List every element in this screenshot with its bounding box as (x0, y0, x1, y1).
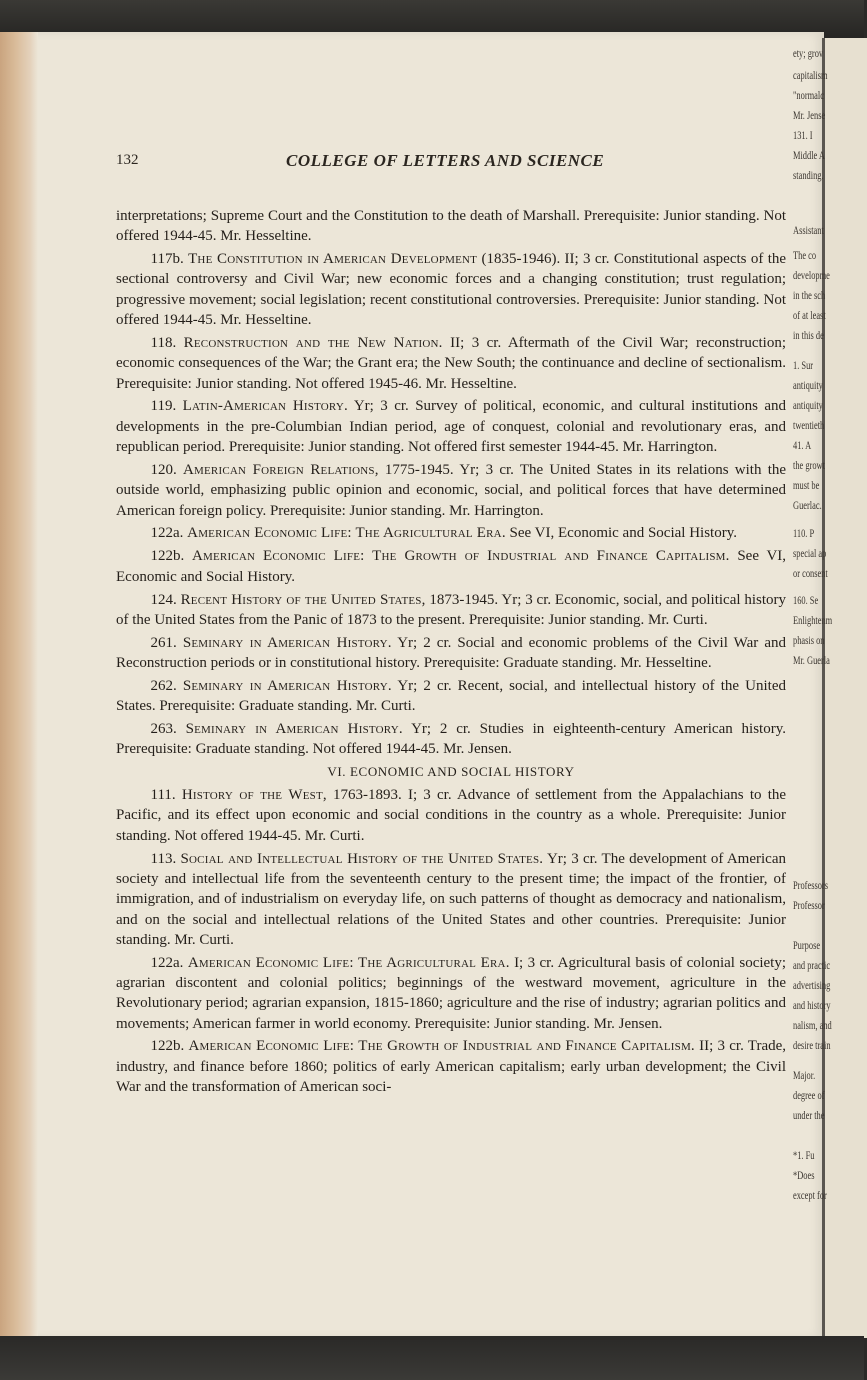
facing-page-edge (793, 38, 867, 1338)
course-paragraph: interpretations; Supreme Court and the Constitution to the death of Marshall. Prerequisite: Junior standing. Not offered 1944-45. Mr. Hesseltine. (116, 208, 786, 245)
facing-page-fragment: 110. P (793, 526, 815, 540)
course-entry (116, 785, 786, 846)
course-description: 1873-1945. Yr; 3 cr. Economic, social, and political history of the United States from the Panic of 1873 to the present. Prerequisite: Junior standing. Mr. Curti. (116, 591, 787, 628)
course-entry (116, 523, 786, 543)
facing-page-fragment: degree of (793, 1088, 825, 1102)
facing-page-fragment: Professors (793, 878, 828, 892)
facing-page-fragment: nalism, and (793, 1018, 832, 1032)
facing-page-fragment: antiquity (793, 398, 823, 412)
scanner-background-bottom (0, 1336, 864, 1380)
course-description: Yr; 2 cr. Recent, social, and intellectual history of the United States. Prerequisite: Graduate standing. Mr. Curti. (116, 677, 786, 715)
course-number: 111. (150, 787, 176, 804)
section-heading: VI. ECONOMIC AND SOCIAL HISTORY (327, 764, 575, 780)
course-entry (116, 1036, 786, 1097)
course-description: 1763-1893. I; 3 cr. Advance of settlement from the Appalachians to the Pacific, and its effect upon economic and social conditions in the country as a whole. Prerequisite: Junior standing. Not offered 1944-45. Mr. Curti. (116, 787, 787, 844)
course-title: The Constitution in American Development (188, 251, 478, 268)
facing-page-fragment: 41. A (793, 438, 812, 452)
facing-page-fragment: *1. Fu (793, 1148, 815, 1162)
facing-page-fragment: developme (793, 268, 830, 282)
facing-page-fragment: in this de (793, 328, 824, 342)
page-gutter-edge (0, 32, 38, 1338)
course-entry (116, 396, 786, 457)
facing-page-fragment: Major. (793, 1068, 816, 1082)
course-number: 119. (150, 398, 177, 415)
course-description: Yr; 3 cr. The development of American society and intellectual life from the seventeenth century to the present time; the impact of the frontier, of immigration, and of industrialism on everyday life, on such patterns of thought as democracy and nationalism, and on the social and intellectual relations of the United States and other countries. Prerequisite: Junior standing. Mr. Curti. (116, 850, 786, 948)
course-title: Latin-American History. (182, 398, 348, 415)
course-description: II; 3 cr. Aftermath of the Civil War; reconstruction; economic consequences of the War; the Grant era; the New South; the continuance and decline of sectionalism. Prerequisite: Junior standing. Not offered 1945-46. Mr. Hesseltine. (116, 334, 787, 392)
facing-page-fragment: *Does (793, 1168, 815, 1182)
course-title: Seminary in American History. (182, 634, 392, 651)
course-title: American Economic Life: The Growth of Industrial and Finance Capitalism. (188, 1038, 695, 1055)
facing-page-fragment: Assistant (793, 223, 824, 237)
course-entry (116, 849, 786, 950)
course-entry (116, 719, 786, 760)
facing-page-fragment: Purpose (793, 938, 821, 952)
course-description: 1775-1945. Yr; 3 cr. The United States in its relations with the outside world, emphasizing public opinion and economic, social, and political forces that have determined American foreign policy. Prerequisite: Junior standing. Mr. Harrington. (116, 461, 787, 519)
course-title: American Economic Life: The Agricultural Era. (187, 525, 506, 542)
course-number: 122a. (150, 954, 184, 971)
course-title: Reconstruction and the New Nation. (183, 334, 443, 351)
course-title: History of the West, (181, 787, 327, 804)
facing-page-fragment: ety; grov (793, 46, 824, 60)
facing-page-fragment: 1. Sur (793, 358, 814, 372)
facing-page-fragment: in the sch (793, 288, 826, 302)
facing-page-fragment: The co (793, 248, 817, 262)
facing-page-fragment: Enlightenm (793, 613, 833, 627)
facing-page-fragment: and history (793, 998, 831, 1012)
course-number: 263. (150, 721, 177, 738)
running-title: COLLEGE OF LETTERS AND SCIENCE (286, 151, 605, 170)
facing-page-fragment: under the (793, 1108, 825, 1122)
facing-page-fragment: twentieth (793, 418, 825, 432)
facing-page-fragment: Guerlac. (793, 498, 822, 512)
facing-page-fragment: and practic (793, 958, 831, 972)
course-number: 124. (150, 591, 177, 608)
facing-page-fragment: must be (793, 478, 820, 492)
course-entry (116, 460, 786, 521)
course-title: American Economic Life: The Growth of Industrial and Finance Capitalism. (191, 548, 730, 565)
facing-page-fragment: Mr. Jense (793, 108, 826, 122)
facing-page-fragment: advertising (793, 978, 831, 992)
course-number: 113. (150, 850, 177, 867)
facing-page-fragment: standing. (793, 168, 824, 182)
course-entry (116, 590, 786, 631)
facing-page-fragment: except for (793, 1188, 827, 1202)
course-title: American Foreign Relations, (183, 461, 379, 478)
course-entry (116, 546, 786, 587)
course-entry (116, 676, 786, 717)
facing-page-fragment: Mr. Guerla (793, 653, 830, 667)
facing-page-fragment: or consent (793, 566, 828, 580)
facing-page-fragment: Middle A (793, 148, 825, 162)
course-title: Recent History of the United States, (180, 591, 426, 608)
course-number: 122a. (150, 525, 184, 542)
course-description: See VI, Economic and Social History. (116, 548, 787, 585)
course-entry (116, 249, 786, 330)
course-entry (116, 633, 786, 674)
course-number: 122b. (150, 1038, 185, 1055)
course-description: Yr; 2 cr. Social and economic problems of the Civil War and Reconstruction periods or in constitutional history. Prerequisite: Graduate standing. Mr. Hesseltine. (116, 634, 786, 671)
facing-page-fragment: "normalc (793, 88, 824, 102)
facing-page-fragment: 160. Se (793, 593, 819, 607)
body-text (116, 206, 786, 1100)
running-head (116, 152, 786, 172)
course-entry (116, 333, 786, 394)
course-number: 118. (150, 334, 177, 351)
course-description: Yr; 3 cr. Survey of political, economic, and cultural institutions and developments in the pre-Columbian Indian period, age of conquest, colonial and revolutionary eras, and republican period. Prerequisite: Junior standing. Not offered first semester 1944-45. Mr. Harrington. (116, 398, 787, 456)
facing-page-fragment: desire train (793, 1038, 831, 1052)
facing-page-fragment: 131. I (793, 128, 813, 142)
course-description: I; 3 cr. Agricultural basis of colonial society; agrarian discontent and colonial politics; beginnings of the westward movement, agriculture in the Revolutionary period; agrarian expansion, 1815-1860; agriculture and the rise of industry; agrarian politics and movements; American farmer in world economy. Prerequisite: Junior standing. Mr. Jensen. (116, 954, 787, 1032)
course-description: See VI, Economic and Social History. (509, 525, 737, 542)
course-description: II; 3 cr. Trade, industry, and finance before 1860; politics of early American capitalism; early urban development; the Civil War and the transformation of American soci- (116, 1038, 787, 1096)
course-number: 120. (150, 461, 177, 478)
course-number: 117b. (150, 251, 184, 268)
course-title: American Economic Life: The Agricultural Era. (187, 954, 510, 971)
facing-page-fragment: Professor (793, 898, 825, 912)
facing-page-fragment: the growt (793, 458, 825, 472)
course-number: 262. (150, 677, 177, 694)
course-title: Social and Intellectual History of the United States. (180, 850, 544, 867)
course-entry (116, 953, 786, 1034)
facing-page-fragment: special ap (793, 546, 827, 560)
course-title: Seminary in American History. (182, 677, 392, 694)
course-number: 261. (150, 634, 177, 651)
facing-page-fragment: phasis on (793, 633, 825, 647)
page-number: 132 (116, 152, 139, 168)
course-title: Seminary in American History. (185, 721, 403, 738)
course-description: Yr; 2 cr. Studies in eighteenth-century American history. Prerequisite: Graduate standing. Not offered 1944-45. Mr. Jensen. (116, 721, 786, 758)
facing-page-fragment: antiquity (793, 378, 823, 392)
facing-page-fragment: of at least (793, 308, 826, 322)
facing-page-fragment: capitalism (793, 68, 828, 82)
course-description: (1835-1946). II; 3 cr. Constitutional aspects of the sectional controversy and Civil War; new economic forces and a changing constitution; trust regulation; progressive movement; social legislation; recent constitutional controversies. Prerequisite: Junior standing. Not offered 1944-45. Mr. Hesseltine. (116, 251, 787, 329)
course-number: 122b. (150, 548, 185, 565)
